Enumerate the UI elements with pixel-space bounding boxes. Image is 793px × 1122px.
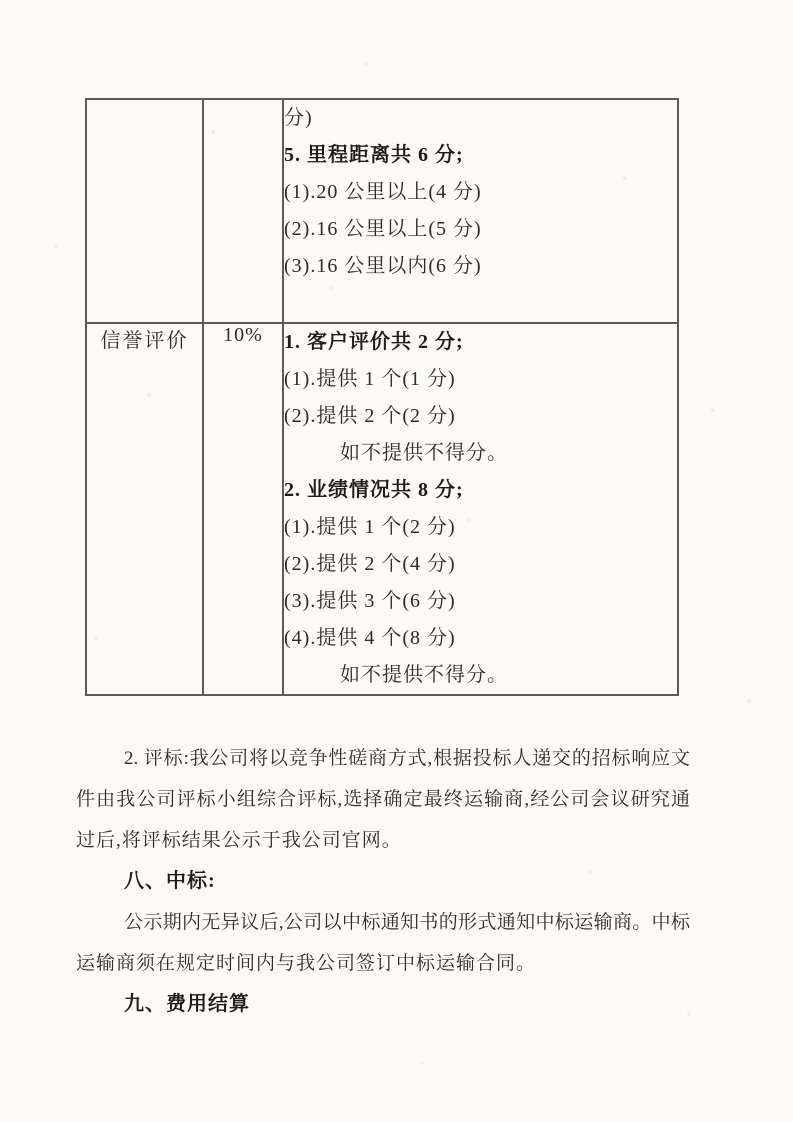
paragraph-line: 公示期内无异议后,公司以中标通知书的形式通知中标运输商。中标	[124, 912, 690, 933]
detail-line: (2).16 公里以上(5 分)	[284, 218, 482, 240]
detail-line: (2).提供 2 个(4 分)	[284, 553, 456, 575]
criteria-cell	[86, 99, 203, 323]
weight-cell: 10%	[203, 323, 283, 695]
body-text	[76, 738, 690, 1025]
detail-line: (4).提供 4 个(8 分)	[284, 627, 456, 649]
section-heading: 九、费用结算	[124, 993, 250, 1015]
weight-cell	[203, 99, 283, 323]
detail-line: (2).提供 2 个(2 分)	[284, 405, 456, 427]
detail-line: (1).提供 1 个(1 分)	[284, 368, 456, 390]
detail-line: (3).16 公里以内(6 分)	[284, 255, 482, 277]
detail-line: (1).提供 1 个(2 分)	[284, 516, 456, 538]
table-row	[86, 99, 678, 323]
section-heading: 八、中标:	[124, 870, 216, 892]
criteria-cell: 信誉评价	[86, 323, 203, 695]
evaluation-table-body	[86, 99, 678, 695]
detail-line: 5. 里程距离共 6 分;	[284, 144, 464, 166]
detail-line: 如不提供不得分。	[340, 664, 508, 686]
detail-line: 如不提供不得分。	[340, 442, 508, 464]
detail-line: 2. 业绩情况共 8 分;	[284, 479, 464, 501]
detail-line: (3).提供 3 个(6 分)	[284, 590, 456, 612]
paragraph-line: 过后,将评标结果公示于我公司官网。	[76, 830, 402, 851]
detail-cell	[283, 99, 678, 323]
detail-cell	[283, 323, 678, 695]
paragraph-line: 2. 评标:我公司将以竞争性磋商方式,根据投标人递交的招标响应文	[124, 748, 690, 769]
detail-line: 分)	[284, 107, 313, 129]
detail-line: 1. 客户评价共 2 分;	[284, 331, 464, 353]
table-row	[86, 323, 678, 695]
scan-noise	[0, 0, 2, 2]
paragraph-line: 件由我公司评标小组综合评标,选择确定最终运输商,经公司会议研究通	[76, 789, 690, 810]
evaluation-criteria-table	[85, 98, 679, 696]
paragraph-line: 运输商须在规定时间内与我公司签订中标运输合同。	[76, 953, 537, 974]
detail-line: (1).20 公里以上(4 分)	[284, 181, 482, 203]
